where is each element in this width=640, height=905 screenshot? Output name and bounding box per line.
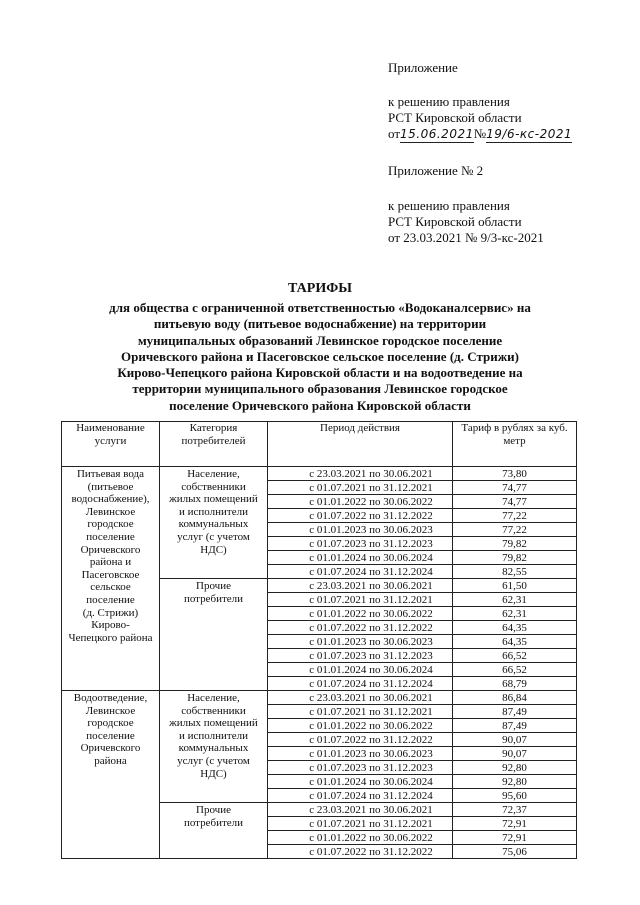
category-line: жилых помещений <box>169 717 258 730</box>
handwritten-number: 19/6-кс-2021 <box>486 127 573 141</box>
subtitle-line: муниципальных образований Левинское городское поселение <box>137 332 503 348</box>
handwritten-date: 15.06.2021 <box>400 127 474 141</box>
tariff-cell: 87,49 <box>453 705 577 719</box>
period-cell: с 01.07.2022 по 31.12.2022 <box>268 733 453 747</box>
service-name-line: Левинское <box>85 704 136 717</box>
service-name-line: района <box>94 754 127 767</box>
service-name-line: городское <box>87 717 134 730</box>
period-cell: с 23.03.2021 по 30.06.2021 <box>268 467 453 481</box>
period-cell: с 01.01.2022 по 30.06.2022 <box>268 719 453 733</box>
period-cell: с 01.07.2021 по 31.12.2021 <box>268 481 453 495</box>
tariff-cell: 75,06 <box>453 845 577 859</box>
decision-date-line <box>388 126 572 143</box>
document-title: ТАРИФЫ <box>288 281 352 296</box>
period-cell: с 01.01.2024 по 30.06.2024 <box>268 775 453 789</box>
tariff-cell: 79,82 <box>453 537 577 551</box>
category-line: Прочие <box>196 804 231 816</box>
decision-line-1: к решению правления <box>388 94 510 109</box>
table-header-row <box>62 422 577 467</box>
tariff-cell: 86,84 <box>453 691 577 705</box>
category-line: услуг (с учетом <box>177 754 250 767</box>
category-cell <box>160 467 268 579</box>
service-name-line: Пасеговское <box>81 568 140 581</box>
tariff-cell: 66,52 <box>453 663 577 677</box>
tariff-cell: 92,80 <box>453 775 577 789</box>
service-name-line: сельское <box>90 581 131 594</box>
category-line: собственники <box>181 480 246 493</box>
service-name-line: водоснабжение), <box>71 493 150 506</box>
category-line: услуг (с учетом <box>177 530 250 543</box>
appendix-2-title: Приложение № 2 <box>388 163 484 178</box>
tariff-cell: 74,77 <box>453 495 577 509</box>
category-cell <box>160 691 268 803</box>
period-cell: с 01.07.2021 по 31.12.2021 <box>268 593 453 607</box>
service-name-line: городское <box>87 518 134 531</box>
period-cell: с 01.07.2024 по 31.12.2024 <box>268 677 453 691</box>
tariff-cell: 66,52 <box>453 649 577 663</box>
period-cell: с 01.01.2024 по 30.06.2024 <box>268 551 453 565</box>
category-line: НДС) <box>200 767 227 780</box>
original-decision-line-2: РСТ Кировской области <box>388 214 522 229</box>
service-name-line: Водоотведение, <box>73 692 148 704</box>
period-cell: с 01.01.2023 по 30.06.2023 <box>268 747 453 761</box>
tariff-cell: 73,80 <box>453 467 577 481</box>
header-tariff: Тариф в рублях за куб. метр <box>453 422 577 467</box>
period-cell: с 01.07.2022 по 31.12.2022 <box>268 845 453 859</box>
service-name-line: поселение <box>86 593 135 606</box>
period-cell: с 01.01.2022 по 30.06.2022 <box>268 495 453 509</box>
service-name-line: (д. Стрижи) <box>82 606 139 619</box>
service-name-line: Левинское <box>85 505 136 518</box>
period-cell: с 01.01.2024 по 30.06.2024 <box>268 663 453 677</box>
number-symbol: № <box>473 126 487 141</box>
tariff-cell: 72,37 <box>453 803 577 817</box>
service-name-line: Оричевского <box>80 543 141 556</box>
subtitle-line: питьевую воду (питьевое водоснабжение) на территории <box>153 316 487 332</box>
period-cell: с 01.01.2023 по 30.06.2023 <box>268 635 453 649</box>
category-cell <box>160 803 268 859</box>
service-name-line: Питьевая вода <box>76 468 145 480</box>
period-cell: с 01.07.2023 по 31.12.2023 <box>268 761 453 775</box>
subtitle-line: Оричевского района и Пасеговское сельское поселение (д. Стрижи) <box>121 348 519 364</box>
header-period: Период действия <box>268 422 453 467</box>
category-line: потребители <box>183 816 244 829</box>
service-name-cell <box>62 691 160 859</box>
header-service: Наименование услуги <box>62 422 160 467</box>
table-body <box>62 467 577 859</box>
category-cell <box>160 579 268 691</box>
original-decision-date: от 23.03.2021 № 9/3-кс-2021 <box>388 230 544 245</box>
period-cell: с 01.07.2023 по 31.12.2023 <box>268 537 453 551</box>
period-cell: с 01.07.2021 по 31.12.2021 <box>268 705 453 719</box>
tariff-cell: 82,55 <box>453 565 577 579</box>
period-cell: с 01.01.2023 по 30.06.2023 <box>268 523 453 537</box>
subtitle-line: Кирово-Чепецкого района Кировской области и на водоотведение на <box>117 365 523 381</box>
category-line: и исполнители <box>179 505 248 518</box>
service-name-line: района и <box>89 556 132 569</box>
period-cell: с 01.07.2023 по 31.12.2023 <box>268 649 453 663</box>
tariff-cell: 90,07 <box>453 747 577 761</box>
service-name-line: Оричевского <box>80 742 141 755</box>
period-cell: с 01.07.2021 по 31.12.2021 <box>268 817 453 831</box>
service-name-line: Кирово- <box>91 619 130 632</box>
tariff-cell: 92,80 <box>453 761 577 775</box>
period-cell: с 01.07.2024 по 31.12.2024 <box>268 565 453 579</box>
period-cell: с 01.01.2022 по 30.06.2022 <box>268 607 453 621</box>
tariff-cell: 95,60 <box>453 789 577 803</box>
tariff-cell: 72,91 <box>453 831 577 845</box>
period-cell: с 23.03.2021 по 30.06.2021 <box>268 691 453 705</box>
tariff-cell: 64,35 <box>453 621 577 635</box>
service-name-cell <box>62 467 160 691</box>
period-cell: с 01.07.2024 по 31.12.2024 <box>268 789 453 803</box>
tariff-cell: 62,31 <box>453 607 577 621</box>
tariff-cell: 61,50 <box>453 579 577 593</box>
table-row <box>62 467 577 481</box>
header-category: Категория потребителей <box>160 422 268 467</box>
category-line: Население, <box>187 692 240 704</box>
category-line: Прочие <box>196 580 231 592</box>
period-cell: с 01.01.2022 по 30.06.2022 <box>268 831 453 845</box>
tariff-table <box>61 421 577 859</box>
tariff-cell: 90,07 <box>453 733 577 747</box>
tariff-cell: 74,77 <box>453 481 577 495</box>
category-line: собственники <box>181 704 246 717</box>
original-decision-line-1: к решению правления <box>388 198 510 213</box>
tariff-cell: 79,82 <box>453 551 577 565</box>
period-cell: с 01.07.2022 по 31.12.2022 <box>268 509 453 523</box>
category-line: Население, <box>187 468 240 480</box>
period-cell: с 23.03.2021 по 30.06.2021 <box>268 579 453 593</box>
category-line: коммунальных <box>178 518 249 531</box>
service-name-line: поселение <box>86 530 135 543</box>
tariff-cell: 62,31 <box>453 593 577 607</box>
category-line: потребители <box>183 592 244 605</box>
category-line: жилых помещений <box>169 493 258 506</box>
tariff-cell: 64,35 <box>453 635 577 649</box>
category-line: коммунальных <box>178 742 249 755</box>
tariff-cell: 72,91 <box>453 817 577 831</box>
subtitle-line: поселение Оричевского района Кировской области <box>169 397 471 413</box>
service-name-line: Чепецкого района <box>68 631 153 644</box>
decision-line-2: РСТ Кировской области <box>388 110 522 125</box>
subtitle-line: для общества с ограниченной ответственностью «Водоканалсервис» на <box>109 300 531 315</box>
table-row <box>62 691 577 705</box>
subtitle-line: территории муниципального образования Левинское городское <box>132 381 508 397</box>
period-cell: с 01.07.2022 по 31.12.2022 <box>268 621 453 635</box>
document-subtitle <box>70 300 570 414</box>
appendix-title: Приложение <box>388 60 458 75</box>
service-name-line: (питьевое <box>87 480 134 493</box>
date-prefix: от <box>388 126 401 141</box>
service-name-line: поселение <box>86 729 135 742</box>
period-cell: с 23.03.2021 по 30.06.2021 <box>268 803 453 817</box>
category-line: НДС) <box>200 543 227 556</box>
tariff-cell: 87,49 <box>453 719 577 733</box>
tariff-cell: 77,22 <box>453 509 577 523</box>
tariff-cell: 68,79 <box>453 677 577 691</box>
category-line: и исполнители <box>179 729 248 742</box>
tariff-cell: 77,22 <box>453 523 577 537</box>
